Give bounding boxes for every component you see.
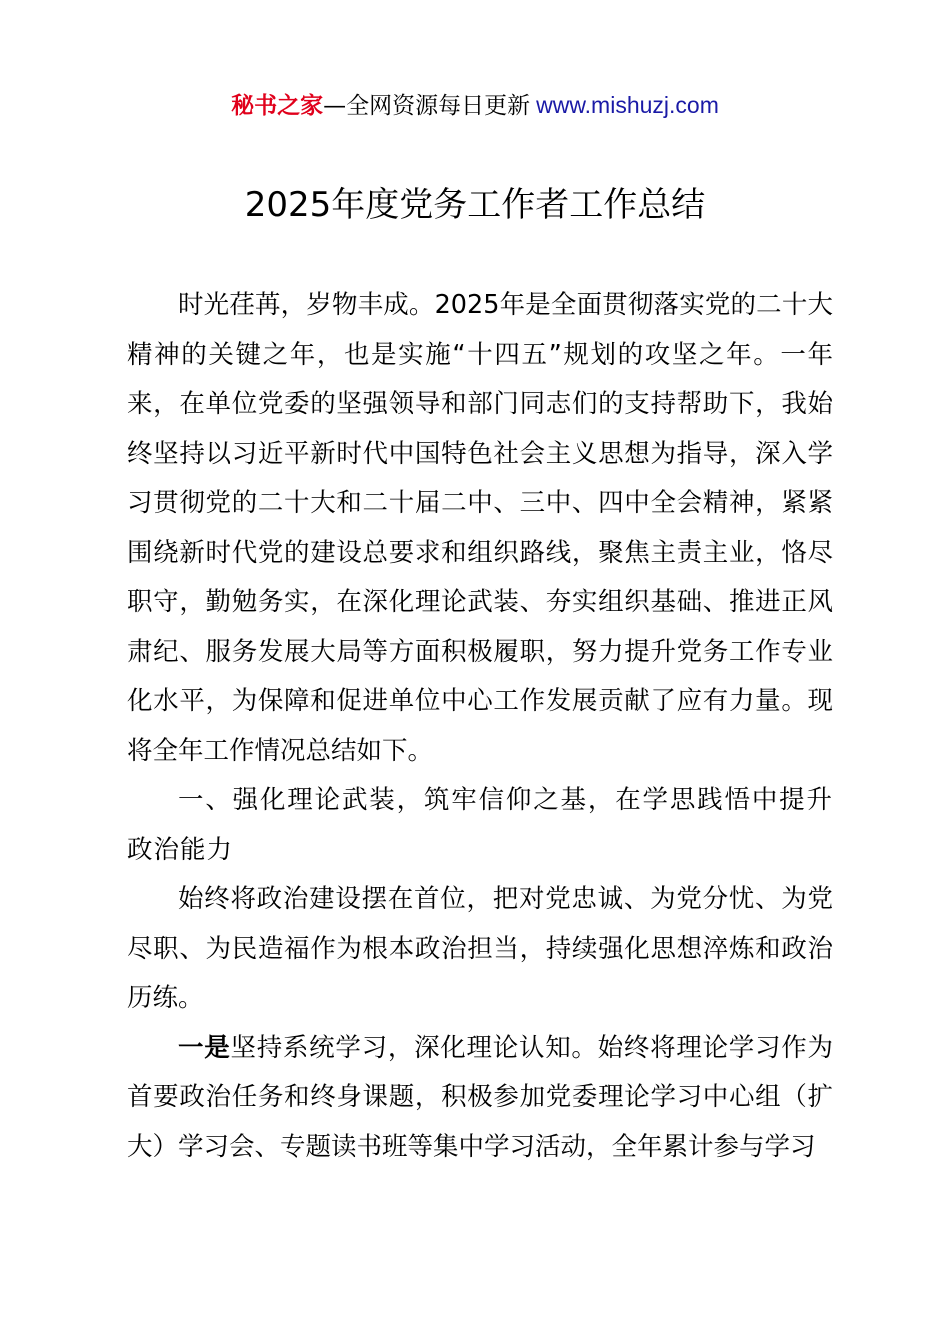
document-title: 2025年度党务工作者工作总结 <box>244 185 706 225</box>
section-heading: 一、强化理论武装，筑牢信仰之基，在学思践悟中提升政治能力 <box>127 785 833 865</box>
section-paragraph: 始终将政治建设摆在首位，把对党忠诚、为党分忧、为党尽职、为民造福作为根本政治担当，持续强化思想淬炼和政治历练。 <box>127 884 833 1013</box>
brand-name: 秘书之家 <box>231 93 324 119</box>
header-url-link[interactable]: www.mishuzj.com <box>536 92 719 118</box>
site-header <box>0 88 950 123</box>
header-slogan: —全网资源每日更新 <box>323 93 531 119</box>
point-lead: 一是 <box>178 1032 231 1063</box>
point-text: 坚持系统学习，深化理论认知。始终将理论学习作为首要政治任务和终身课题，积极参加党委理论学习中心组（扩大）学习会、专题读书班等集中学习活动，全年累计参与学习 <box>127 1032 833 1162</box>
point-paragraph <box>127 1024 833 1173</box>
document-body <box>127 281 833 1172</box>
intro-paragraph: 时光荏苒，岁物丰成。2025年是全面贯彻落实党的二十大精神的关键之年，也是实施“十四五”规划的攻坚之年。一年来，在单位党委的坚强领导和部门同志们的支持帮助下，我始终坚持以习近平新时代中国特色社会主义思想为指导，深入学习贯彻党的二十大和二十届二中、三中、四中全会精神，紧紧围绕新时代党的建设总要求和组织路线，聚焦主责主业，恪尽职守，勤勉务实，在深化理论武装、夯实组织基础、推进正风肃纪、服务发展大局等方面积极履职，努力提升党务工作专业化水平，为保障和促进单位中心工作发展贡献了应有力量。现将全年工作情况总结如下。 <box>127 290 833 766</box>
